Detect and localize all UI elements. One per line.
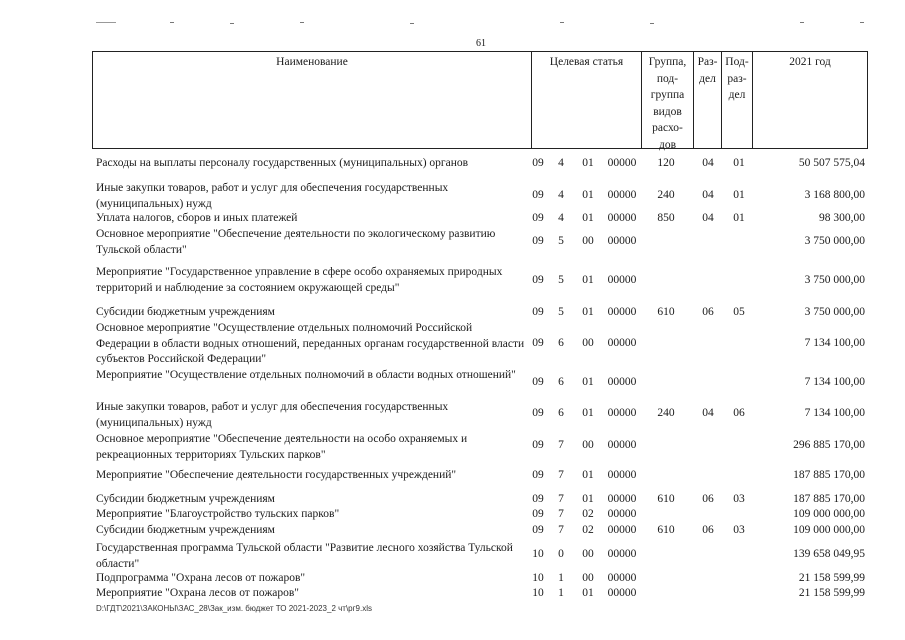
target-code-event: 01: [582, 306, 594, 318]
amount-2021: 7 134 100,00: [804, 376, 865, 388]
section-code: 04: [702, 157, 714, 169]
scan-mark: [650, 23, 654, 24]
target-code-subprogram: 5: [558, 306, 564, 318]
scan-mark: [560, 22, 564, 23]
target-code-event: 00: [582, 235, 594, 247]
target-code-event: 01: [582, 469, 594, 481]
header-group-line: видов: [653, 105, 682, 118]
row-name: Мероприятие "Обеспечение деятельности государственных учреждений": [96, 469, 457, 481]
target-code-subprogram: 4: [558, 157, 564, 169]
target-code-subprogram: 7: [558, 493, 564, 505]
scan-mark: [860, 22, 864, 23]
target-code-subprogram: 1: [558, 587, 564, 599]
target-code-event: 02: [582, 524, 594, 536]
target-code-program: 09: [532, 493, 544, 505]
target-code-program: 09: [532, 508, 544, 520]
target-code-direction: 00000: [607, 157, 637, 169]
expense-group-code: 610: [657, 306, 675, 318]
target-code-program: 09: [532, 524, 544, 536]
amount-2021: 21 158 599,99: [798, 587, 865, 599]
scan-edge-line: [96, 22, 116, 23]
target-code-program: 09: [532, 306, 544, 318]
target-code-program: 09: [532, 189, 544, 201]
target-code-direction: 00000: [607, 337, 637, 349]
target-code-event: 01: [582, 376, 594, 388]
row-name: Субсидии бюджетным учреждениям: [96, 524, 275, 536]
amount-2021: 109 000 000,00: [793, 524, 865, 536]
row-name: Мероприятие "Охрана лесов от пожаров": [96, 587, 300, 599]
amount-2021: 98 300,00: [819, 212, 865, 224]
target-code-event: 01: [582, 274, 594, 286]
target-code-subprogram: 0: [558, 548, 564, 560]
target-code-program: 09: [532, 407, 544, 419]
target-code-direction: 00000: [607, 469, 637, 481]
expense-group-code: 120: [657, 157, 675, 169]
subsection-code: 03: [733, 524, 745, 536]
expense-group-code: 610: [657, 524, 675, 536]
target-code-subprogram: 1: [558, 572, 564, 584]
row-name: Мероприятие "Осуществление отдельных полномочий в области водных отношений": [96, 369, 516, 381]
target-code-program: 10: [532, 572, 544, 584]
target-code-direction: 00000: [607, 439, 637, 451]
target-code-subprogram: 6: [558, 407, 564, 419]
header-subsection: [721, 51, 753, 149]
header-group-line: группа: [650, 89, 685, 101]
target-code-event: 01: [582, 587, 594, 599]
row-name: Подпрограмма "Охрана лесов от пожаров": [96, 572, 306, 584]
row-name: Основное мероприятие "Обеспечение деятельности по экологическому развитию Тульской области": [96, 228, 496, 256]
target-code-direction: 00000: [607, 524, 637, 536]
target-code-subprogram: 6: [558, 376, 564, 388]
header-section-line: дел: [699, 72, 716, 85]
amount-2021: 139 658 049,95: [793, 548, 865, 560]
scan-mark: [170, 22, 174, 23]
target-code-direction: 00000: [607, 189, 637, 201]
expense-group-code: 240: [657, 407, 675, 419]
target-code-direction: 00000: [607, 587, 637, 599]
subsection-code: 03: [733, 493, 745, 505]
row-name: Основное мероприятие "Обеспечение деятельности на особо охраняемых и рекреационных территориях Тульских парков": [96, 433, 468, 461]
target-code-event: 01: [582, 493, 594, 505]
amount-2021: 50 507 575,04: [798, 157, 865, 169]
target-code-direction: 00000: [607, 572, 637, 584]
row-name: Уплата налогов, сборов и иных платежей: [96, 212, 298, 224]
subsection-code: 01: [733, 212, 745, 224]
header-subsection-line: раз-: [727, 72, 747, 85]
row-name: Субсидии бюджетным учреждениям: [96, 493, 275, 505]
header-group-line: расхо-: [652, 122, 683, 134]
target-code-subprogram: 7: [558, 508, 564, 520]
row-name: Государственная программа Тульской области "Развитие лесного хозяйства Тульской области": [96, 542, 513, 570]
scan-mark: [410, 23, 414, 24]
target-code-event: 00: [582, 548, 594, 560]
target-code-subprogram: 7: [558, 439, 564, 451]
amount-2021: 3 168 800,00: [804, 189, 865, 201]
row-name: Субсидии бюджетным учреждениям: [96, 306, 275, 318]
target-code-subprogram: 7: [558, 524, 564, 536]
row-name: Иные закупки товаров, работ и услуг для обеспечения государственных (муниципальных) нужд: [96, 401, 449, 429]
header-group-line: под-: [656, 72, 679, 85]
amount-2021: 187 885 170,00: [793, 469, 865, 481]
amount-2021: 3 750 000,00: [804, 306, 865, 318]
section-code: 04: [702, 407, 714, 419]
target-code-subprogram: 6: [558, 337, 564, 349]
section-code: 06: [702, 493, 714, 505]
subsection-code: 05: [733, 306, 745, 318]
amount-2021: 109 000 000,00: [793, 508, 865, 520]
target-code-direction: 00000: [607, 306, 637, 318]
target-code-subprogram: 5: [558, 274, 564, 286]
amount-2021: 187 885 170,00: [793, 493, 865, 505]
target-code-direction: 00000: [607, 407, 637, 419]
amount-2021: 7 134 100,00: [804, 337, 865, 349]
section-code: 04: [702, 212, 714, 224]
header-section: [693, 51, 722, 149]
header-target-article: Целевая статья: [531, 51, 642, 149]
target-code-event: 01: [582, 407, 594, 419]
expense-group-code: 850: [657, 212, 675, 224]
subsection-code: 01: [733, 189, 745, 201]
target-code-subprogram: 7: [558, 469, 564, 481]
section-code: 06: [702, 306, 714, 318]
amount-2021: 3 750 000,00: [804, 235, 865, 247]
amount-2021: 296 885 170,00: [793, 439, 865, 451]
header-expense-group: [641, 51, 694, 149]
header-group-line: дов: [658, 138, 677, 151]
target-code-subprogram: 4: [558, 189, 564, 201]
target-code-direction: 00000: [607, 235, 637, 247]
target-code-subprogram: 5: [558, 235, 564, 247]
target-code-event: 02: [582, 508, 594, 520]
target-code-program: 10: [532, 548, 544, 560]
amount-2021: 3 750 000,00: [804, 274, 865, 286]
target-code-program: 10: [532, 587, 544, 599]
target-code-program: 09: [532, 337, 544, 349]
target-code-program: 09: [532, 235, 544, 247]
subsection-code: 01: [733, 157, 745, 169]
target-code-program: 09: [532, 376, 544, 388]
row-name: Мероприятие "Государственное управление в сфере особо охраняемых природных территорий и наблюдение за состоянием окружающей среды": [96, 266, 503, 294]
row-name: Основное мероприятие "Осуществление отдельных полномочий Российской Федерации в области водных отношений, переданных органам государственной власти субъектов Российской Федерации": [96, 322, 525, 365]
target-code-direction: 00000: [607, 548, 637, 560]
target-code-direction: 00000: [607, 493, 637, 505]
target-code-event: 01: [582, 157, 594, 169]
file-path-footer: D:\ГДТ\2021\ЗАКОНЫ\ЗАС_28\Зак_изм. бюджет ТО 2021-2023_2 чт\рг9.xls: [96, 604, 372, 613]
target-code-subprogram: 4: [558, 212, 564, 224]
amount-2021: 21 158 599,99: [798, 572, 865, 584]
target-code-program: 09: [532, 469, 544, 481]
header-year: 2021 год: [752, 51, 868, 149]
target-code-program: 09: [532, 212, 544, 224]
target-code-program: 09: [532, 274, 544, 286]
target-code-direction: 00000: [607, 376, 637, 388]
page-number: 61: [476, 38, 486, 49]
header-subsection-line: Под-: [725, 56, 749, 68]
target-code-event: 00: [582, 337, 594, 349]
scan-mark: [800, 22, 804, 23]
target-code-direction: 00000: [607, 508, 637, 520]
expense-group-code: 240: [657, 189, 675, 201]
header-group-line: Группа,: [648, 56, 687, 68]
target-code-direction: 00000: [607, 274, 637, 286]
amount-2021: 7 134 100,00: [804, 407, 865, 419]
target-code-event: 01: [582, 212, 594, 224]
header-subsection-line: дел: [728, 89, 746, 101]
scan-mark: [300, 22, 304, 23]
row-name: Расходы на выплаты персоналу государственных (муниципальных) органов: [96, 157, 469, 169]
target-code-event: 00: [582, 439, 594, 451]
subsection-code: 06: [733, 407, 745, 419]
header-section-line: Раз-: [697, 56, 718, 68]
header-name: Наименование: [92, 51, 532, 149]
target-code-event: 00: [582, 572, 594, 584]
target-code-program: 09: [532, 157, 544, 169]
target-code-direction: 00000: [607, 212, 637, 224]
target-code-program: 09: [532, 439, 544, 451]
scan-mark: [230, 23, 234, 24]
expense-group-code: 610: [657, 493, 675, 505]
section-code: 06: [702, 524, 714, 536]
target-code-event: 01: [582, 189, 594, 201]
row-name: Иные закупки товаров, работ и услуг для обеспечения государственных (муниципальных) нужд: [96, 182, 449, 210]
row-name: Мероприятие "Благоустройство тульских парков": [96, 508, 340, 520]
section-code: 04: [702, 189, 714, 201]
